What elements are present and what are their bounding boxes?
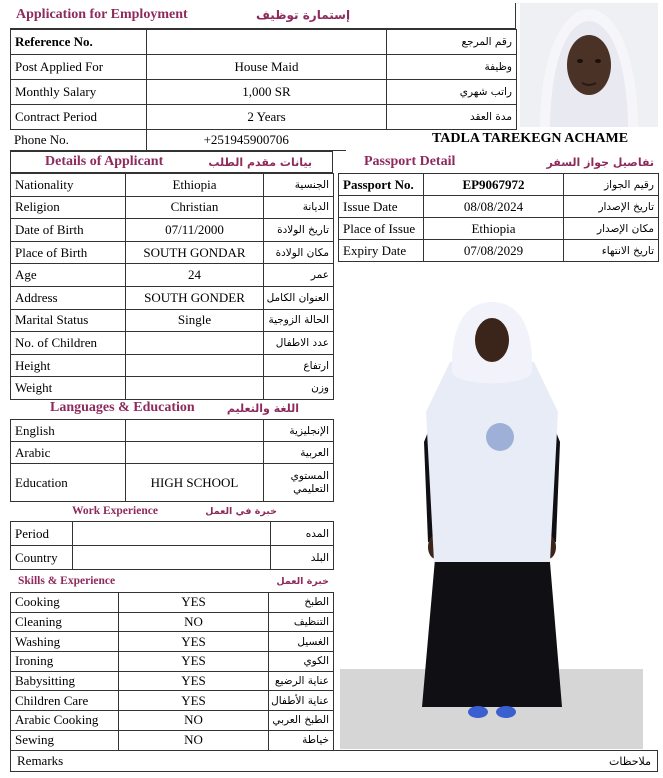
skill-label: Cleaning: [11, 612, 119, 632]
language-label-ar: الإنجليزية: [264, 420, 334, 442]
applicant-label-ar: مكان الولادة: [264, 241, 334, 264]
passport-label: Place of Issue: [339, 218, 424, 240]
applicant-value: [126, 332, 264, 355]
skill-label: Arabic Cooking: [11, 711, 119, 731]
applicant-value: 07/11/2000: [126, 219, 264, 242]
education-value: HIGH SCHOOL: [126, 464, 264, 502]
phone-table: [10, 129, 346, 151]
value-post: House Maid: [147, 55, 387, 80]
header-table: [10, 29, 517, 130]
skill-value: YES: [119, 632, 269, 652]
education-label: Education: [11, 464, 126, 502]
work-label-ar: البلد: [271, 546, 334, 570]
label-salary-ar: راتب شهري: [387, 80, 517, 105]
row-post: [11, 55, 517, 80]
languages-table: [10, 419, 334, 502]
applicant-value: SOUTH GONDER: [126, 286, 264, 309]
skill-label-ar: عناية الأطفال: [269, 691, 334, 711]
skill-row: [11, 612, 334, 632]
education-label-ar-line2: التعليمي: [293, 482, 329, 495]
education-row: [11, 464, 334, 502]
skill-label: Cooking: [11, 593, 119, 613]
passport-label: Passport No.: [339, 174, 424, 196]
applicant-label-ar: العنوان الكامل: [264, 286, 334, 309]
label-contract-ar: مدة العقد: [387, 105, 517, 130]
label-post: Post Applied For: [11, 55, 147, 80]
passport-label-ar: تاريخ الإصدار: [564, 196, 659, 218]
passport-value: EP9067972: [424, 174, 564, 196]
skill-row: [11, 711, 334, 731]
label-contract: Contract Period: [11, 105, 147, 130]
headshot-photo: [520, 3, 658, 127]
full-body-photo: [340, 262, 643, 749]
applicant-value: 24: [126, 264, 264, 287]
passport-label-ar: تاريخ الانتهاء: [564, 240, 659, 262]
skill-label-ar: الكوي: [269, 652, 334, 672]
work-value: [73, 546, 271, 570]
applicant-label: Place of Birth: [11, 241, 126, 264]
skill-value: YES: [119, 671, 269, 691]
passport-section-header: [338, 151, 658, 173]
applicant-row: [11, 286, 334, 309]
education-label-ar-line1: المستوي: [290, 469, 329, 482]
applicant-row: [11, 354, 334, 377]
skill-value: YES: [119, 593, 269, 613]
remarks-row: [10, 750, 658, 772]
passport-row: [339, 240, 659, 262]
passport-label-ar: رقيم الجواز: [564, 174, 659, 196]
passport-table: [338, 173, 659, 262]
applicant-value: Christian: [126, 196, 264, 219]
skills-table: [10, 592, 334, 751]
applicant-row: [11, 332, 334, 355]
skill-row: [11, 632, 334, 652]
applicant-label: Religion: [11, 196, 126, 219]
title-ar: إستمارة توظيف: [256, 8, 351, 22]
skill-label: Ironing: [11, 652, 119, 672]
skill-label: Children Care: [11, 691, 119, 711]
applicant-value: Ethiopia: [126, 174, 264, 197]
work-table: [10, 521, 334, 570]
header-title-box: [10, 3, 516, 29]
applicant-row: [11, 309, 334, 332]
label-salary: Monthly Salary: [11, 80, 147, 105]
applicant-table: [10, 173, 334, 400]
language-label: English: [11, 420, 126, 442]
language-row: [11, 442, 334, 464]
skill-value: NO: [119, 730, 269, 750]
applicant-row: [11, 219, 334, 242]
passport-label-ar: مكان الإصدار: [564, 218, 659, 240]
applicant-label-ar: الحالة الزوجية: [264, 309, 334, 332]
row-reference: [11, 30, 517, 55]
full-body-figure-icon: [340, 262, 643, 749]
language-value: [126, 420, 264, 442]
education-label-ar: [264, 464, 334, 502]
applicant-label: Nationality: [11, 174, 126, 197]
work-label: Country: [11, 546, 73, 570]
applicant-label-ar: عدد الاطفال: [264, 332, 334, 355]
skill-label-ar: الطبخ العربي: [269, 711, 334, 731]
work-row: [11, 522, 334, 546]
applicant-label: Age: [11, 264, 126, 287]
remarks-label: Remarks: [17, 753, 64, 768]
skill-value: YES: [119, 652, 269, 672]
label-reference-ar: رقم المرجع: [387, 30, 517, 55]
work-value: [73, 522, 271, 546]
applicant-row: [11, 196, 334, 219]
passport-value: Ethiopia: [424, 218, 564, 240]
skill-label: Washing: [11, 632, 119, 652]
skill-label: Babysitting: [11, 671, 119, 691]
languages-section-header: [10, 397, 333, 419]
skill-label-ar: الغسيل: [269, 632, 334, 652]
applicant-value: Single: [126, 309, 264, 332]
applicant-label: Date of Birth: [11, 219, 126, 242]
applicant-label-ar: وزن: [264, 377, 334, 400]
applicant-label-ar: تاريخ الولادة: [264, 219, 334, 242]
label-post-ar: وظيفة: [387, 55, 517, 80]
applicant-section-header: [10, 151, 333, 173]
applicant-label: Weight: [11, 377, 126, 400]
passport-value: 07/08/2029: [424, 240, 564, 262]
skills-title-en: Skills & Experience: [18, 575, 116, 587]
skill-label-ar: الطبخ: [269, 593, 334, 613]
applicant-title-en: Details of Applicant: [45, 154, 164, 169]
applicant-value: SOUTH GONDAR: [126, 241, 264, 264]
applicant-label-ar: الديانة: [264, 196, 334, 219]
skill-value: YES: [119, 691, 269, 711]
skill-value: NO: [119, 612, 269, 632]
applicant-row: [11, 174, 334, 197]
skill-label-ar: التنظيف: [269, 612, 334, 632]
passport-row: [339, 174, 659, 196]
value-reference: [147, 30, 387, 55]
applicant-row: [11, 264, 334, 287]
language-label: Arabic: [11, 442, 126, 464]
work-title-en: Work Experience: [72, 505, 158, 517]
title-en: Application for Employment: [16, 7, 188, 22]
passport-row: [339, 196, 659, 218]
applicant-title-ar: بيانات مقدم الطلب: [208, 155, 312, 169]
work-label-ar: المده: [271, 522, 334, 546]
remarks-label-ar: ملاحظات: [609, 754, 651, 768]
skill-label-ar: عناية الرضيع: [269, 671, 334, 691]
applicant-label: Marital Status: [11, 309, 126, 332]
label-reference: Reference No.: [11, 30, 147, 55]
languages-title-ar: اللغة والتعليم: [226, 401, 299, 415]
language-row: [11, 420, 334, 442]
applicant-label: Height: [11, 354, 126, 377]
label-phone: Phone No.: [10, 130, 146, 151]
applicant-label: No. of Children: [11, 332, 126, 355]
skill-label-ar: خياطة: [269, 730, 334, 750]
skill-value: NO: [119, 711, 269, 731]
passport-label: Expiry Date: [339, 240, 424, 262]
row-salary: [11, 80, 517, 105]
skill-row: [11, 652, 334, 672]
skills-section-header: [10, 570, 333, 592]
applicant-label-ar: ارتفاع: [264, 354, 334, 377]
passport-row: [339, 218, 659, 240]
skill-label: Sewing: [11, 730, 119, 750]
applicant-full-name: TADLA TAREKEGN ACHAME: [432, 131, 629, 146]
applicant-row: [11, 241, 334, 264]
work-section-header: [10, 501, 333, 521]
passport-label: Issue Date: [339, 196, 424, 218]
skill-row: [11, 730, 334, 750]
value-contract: 2 Years: [147, 105, 387, 130]
skill-row: [11, 671, 334, 691]
applicant-label-ar: عمر: [264, 264, 334, 287]
language-value: [126, 442, 264, 464]
skill-row: [11, 691, 334, 711]
headshot-figure-icon: [520, 3, 658, 127]
row-contract: [11, 105, 517, 130]
value-salary: 1,000 SR: [147, 80, 387, 105]
skill-row: [11, 593, 334, 613]
applicant-label-ar: الجنسية: [264, 174, 334, 197]
work-label: Period: [11, 522, 73, 546]
language-label-ar: العربية: [264, 442, 334, 464]
applicant-value: [126, 354, 264, 377]
applicant-label: Address: [11, 286, 126, 309]
work-title-ar: خبرة في العمل: [205, 505, 277, 517]
passport-title-en: Passport Detail: [364, 154, 456, 169]
skills-title-ar: خبرة العمل: [276, 575, 329, 587]
passport-title-ar: تفاصيل جواز السفر: [546, 155, 654, 169]
languages-title-en: Languages & Education: [50, 400, 195, 415]
value-phone: +251945900706: [146, 130, 346, 151]
passport-value: 08/08/2024: [424, 196, 564, 218]
work-row: [11, 546, 334, 570]
